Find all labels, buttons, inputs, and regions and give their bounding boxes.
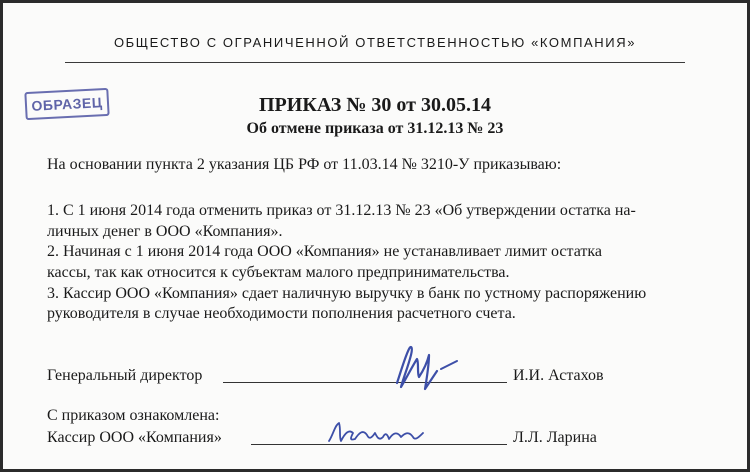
cashier-name: Л.Л. Ларина [513, 429, 597, 446]
organization-header: ОБЩЕСТВО С ОГРАНИЧЕННОЙ ОТВЕТСТВЕННОСТЬЮ «КОМПАНИЯ» [113, 35, 637, 50]
director-name: И.И. Астахов [513, 367, 604, 384]
director-signature [383, 343, 473, 395]
cashier-position: Кассир ООО «Компания» [47, 429, 222, 446]
header-divider [65, 62, 685, 63]
cashier-signature [323, 415, 433, 449]
director-position: Генеральный директор [47, 367, 203, 384]
order-subtitle: Об отмене приказа от 31.12.13 № 23 [246, 120, 504, 137]
order-item-line: руководителя в случае необходимости пополнения расчетного счета. [47, 305, 516, 322]
order-item-line: 3. Кассир ООО «Компания» сдает наличную выручку в банк по устному распоряжению [47, 285, 647, 302]
acknowledgement-caption: С приказом ознакомлена: [47, 407, 220, 424]
sample-stamp: ОБРАЗЕЦ [24, 88, 109, 120]
order-title: ПРИКАЗ № 30 от 30.05.14 [259, 94, 491, 116]
order-intro: На основании пункта 2 указания ЦБ РФ от 11.03.14 № 3210-У приказываю: [47, 156, 562, 173]
order-item-line: личных денег в ООО «Компания». [47, 223, 283, 240]
order-item-line: 2. Начиная с 1 июня 2014 года ООО «Компания» не устанавливает лимит остатка [47, 243, 603, 260]
order-item-line: кассы, так как относится к субъектам малого предпринимательства. [47, 264, 510, 281]
order-item-line: 1. С 1 июня 2014 года отменить приказ от 31.12.13 № 23 «Об утверждении остатка на- [47, 202, 636, 219]
